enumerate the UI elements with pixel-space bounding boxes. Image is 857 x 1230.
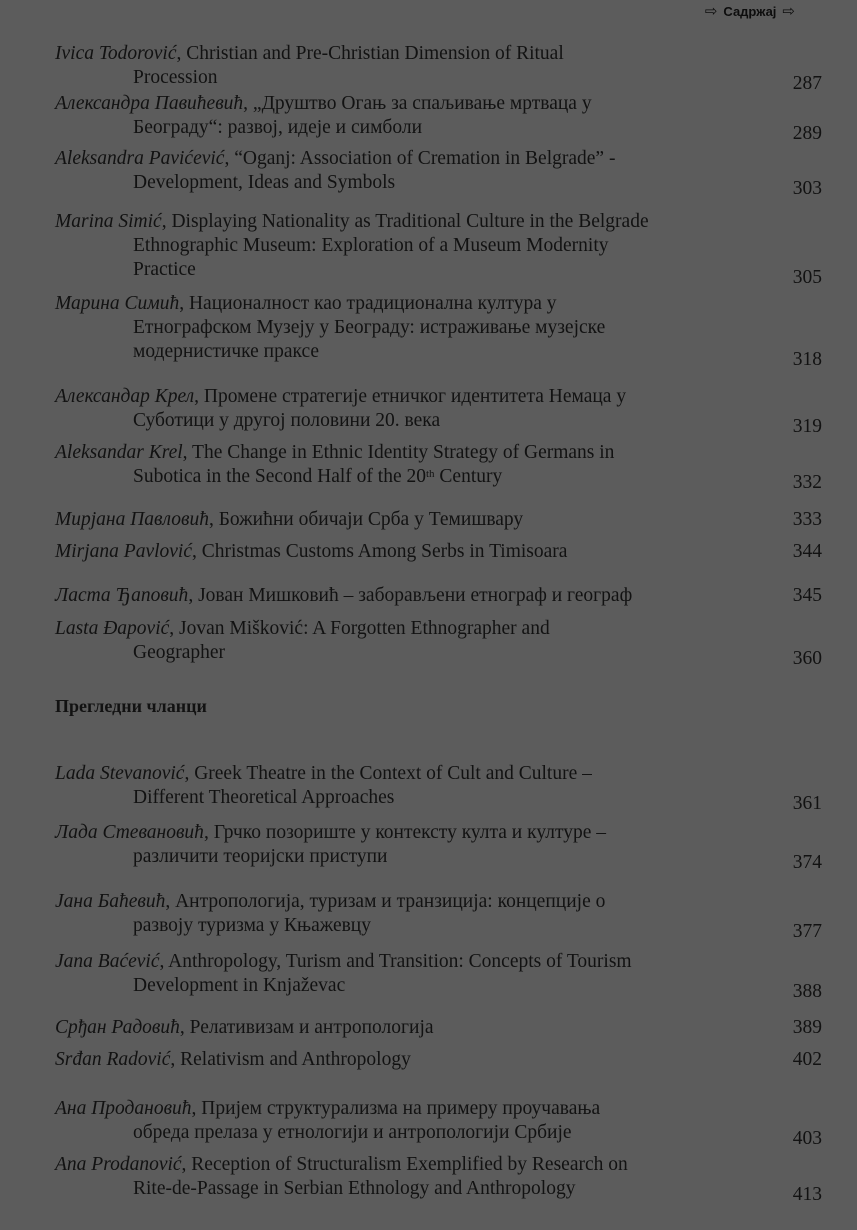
toc-entry — [55, 1048, 745, 1072]
entry-title-text: Different Theoretical Approaches — [133, 787, 395, 808]
entry-title: , Relativism and Anthropology — [170, 1049, 411, 1070]
toc-entry — [55, 617, 745, 665]
entry-author: Lada Stevanović — [55, 763, 185, 784]
toc-entry — [55, 441, 745, 489]
entry-page-number: 318 — [792, 349, 822, 370]
entry-author: Јана Баћевић — [55, 891, 166, 912]
entry-author: Aleksandar Krel — [55, 442, 183, 463]
entry-title-text: Century — [434, 466, 503, 487]
toc-entry — [55, 584, 745, 608]
entry-title-continued — [55, 316, 745, 340]
contents-link[interactable]: Садржај — [723, 3, 777, 19]
entry-title: , Greek Theatre in the Context of Cult and Culture – — [184, 763, 592, 784]
entry-title: , Божићни обичаји Срба у Темишвару — [208, 509, 524, 530]
entry-author: Ласта Ђаповић — [55, 585, 189, 606]
entry-title-continued — [55, 641, 745, 665]
entry-page-number: 287 — [792, 73, 822, 94]
entry-title-text: Београду“: развој, идеје и симболи — [133, 117, 423, 138]
toc-entry — [55, 1153, 745, 1201]
entry-title-continued — [55, 786, 745, 810]
entry-page-number: 403 — [792, 1128, 822, 1149]
entry-title: , “Oganj: Association of Cremation in Belgrade” - — [224, 148, 616, 169]
entry-title-text: Ethnographic Museum: Exploration of a Museum Modernity — [133, 235, 609, 256]
left-arrow-icon[interactable]: ⇨ — [704, 3, 718, 20]
right-arrow-icon[interactable]: ⇨ — [782, 3, 795, 20]
toc-entry — [55, 950, 745, 998]
entry-author: Srđan Radović — [55, 1049, 171, 1070]
toc-entry — [55, 42, 745, 90]
entry-first-line — [55, 1153, 745, 1177]
entry-title: , Пријем структурализма на примеру проучавања — [191, 1098, 601, 1119]
entry-author: Ana Prodanović — [55, 1154, 182, 1175]
entry-author: Lasta Đapović — [55, 618, 170, 639]
entry-first-line — [55, 540, 745, 564]
entry-page-number: 374 — [792, 852, 822, 873]
entry-page-number: 344 — [792, 541, 822, 562]
entry-first-line — [55, 950, 745, 974]
entry-title-continued — [55, 171, 745, 195]
toc-entry — [55, 1016, 745, 1040]
entry-page-number: 333 — [792, 509, 822, 530]
entry-title-continued — [55, 409, 745, 433]
entry-author: Jana Baćević — [55, 951, 160, 972]
entry-first-line — [55, 147, 745, 171]
entry-page-number: 332 — [792, 472, 822, 493]
entry-first-line — [55, 890, 745, 914]
toc-entry — [55, 1097, 745, 1145]
toc-entry — [55, 762, 745, 810]
entry-title-continued — [55, 1121, 745, 1145]
entry-title: , Displaying Nationality as Traditional Culture in the Belgrade — [161, 211, 649, 232]
entry-author: Лада Стевановић — [55, 822, 204, 843]
toc-entry — [55, 508, 745, 532]
entry-first-line — [55, 762, 745, 786]
toc-entry — [55, 540, 745, 564]
entry-title: , Националност као традиционална култура у — [179, 293, 557, 314]
entry-title-continued — [55, 234, 745, 258]
entry-first-line — [55, 508, 745, 532]
entry-title-continued — [55, 974, 745, 998]
entry-first-line — [55, 1016, 745, 1040]
entry-author: Mirjana Pavlović — [55, 541, 193, 562]
entry-page-number: 402 — [792, 1049, 822, 1070]
entry-title-text: обреда прелаза у етнологији и антропологији Србије — [133, 1122, 572, 1143]
entry-author: Aleksandra Pavićević — [55, 148, 225, 169]
toc-entry — [55, 890, 745, 938]
entry-author: Ана Продановић — [55, 1098, 192, 1119]
entry-title: , Jovan Mišković: A Forgotten Ethnographer and — [169, 618, 550, 639]
entry-page-number: 388 — [792, 981, 822, 1002]
entry-first-line — [55, 1097, 745, 1121]
entry-first-line — [55, 42, 745, 66]
entry-author: Александар Крел — [55, 386, 195, 407]
entry-title-text: Суботици у другој половини 20. века — [133, 410, 441, 431]
entry-author: Мирјана Павловић — [55, 509, 209, 530]
entry-title-continued: модернистичке праксе — [133, 341, 320, 362]
entry-author: Ivica Todorović — [55, 43, 177, 64]
toc-entry — [55, 147, 745, 195]
entry-first-line — [55, 210, 745, 234]
toc-entry — [55, 385, 745, 433]
entry-page-number: 413 — [792, 1184, 822, 1205]
entry-title-continued — [55, 845, 745, 869]
entry-title: , Јован Мишковић – заборављени етнограф и географ — [188, 585, 633, 606]
entry-first-line — [55, 1048, 745, 1072]
entry-author: Марина Симић — [55, 293, 180, 314]
entry-title: , „Друштво Огањ за спаљивање мртваца у — [243, 93, 592, 114]
entry-title: , Christmas Customs Among Serbs in Timisoara — [192, 541, 568, 562]
entry-author: Александра Павићевић — [55, 93, 244, 114]
entry-page-number: 303 — [792, 178, 822, 199]
toc-entry — [55, 210, 745, 282]
entry-first-line — [55, 821, 745, 845]
entry-title-continued — [55, 465, 745, 489]
entry-title: , Reception of Structuralism Exemplified by Research on — [181, 1154, 628, 1175]
entry-first-line — [55, 385, 745, 409]
entry-title: , Christian and Pre-Christian Dimension of Ritual — [176, 43, 564, 64]
entry-title-text: Етнографском Музеју у Београду: истраживање музејске — [133, 317, 606, 338]
toc-entry — [55, 92, 745, 140]
entry-first-line — [55, 92, 745, 116]
entry-first-line — [55, 617, 745, 641]
entry-title-text: Geographer — [133, 642, 226, 663]
entry-first-line — [55, 292, 745, 316]
section-heading: Прегледни чланци — [55, 696, 207, 716]
entry-title-text: Procession — [133, 67, 218, 88]
entry-page-number: 319 — [792, 416, 822, 437]
entry-first-line — [55, 441, 745, 465]
entry-first-line — [55, 584, 745, 608]
entry-page-number: 360 — [792, 648, 822, 669]
entry-title: , The Change in Ethnic Identity Strategy of Germans in — [182, 442, 615, 463]
entry-title-continued: Practice — [133, 259, 196, 280]
entry-author: Срђан Радовић — [55, 1017, 180, 1038]
entry-page-number: 361 — [792, 793, 822, 814]
entry-title: , Промене стратегије етничког идентитета Немаца у — [194, 386, 627, 407]
entry-title-continued — [55, 1177, 745, 1201]
entry-title-continued — [55, 914, 745, 938]
entry-title-continued — [55, 66, 745, 90]
entry-page-number: 305 — [792, 267, 822, 288]
entry-page-number: 345 — [792, 585, 822, 606]
toc-navigation — [705, 2, 795, 20]
entry-title-continued — [55, 116, 745, 140]
entry-page-number: 377 — [792, 921, 822, 942]
entry-title: , Anthropology, Turism and Transition: Concepts of Tourism — [159, 951, 632, 972]
entry-title-text: Rite-de-Passage in Serbian Ethnology and Anthropology — [133, 1178, 576, 1199]
toc-entry — [55, 292, 745, 364]
entry-superscript: th — [425, 468, 435, 480]
entry-title: , Антропологија, туризам и транзиција: концепције о — [165, 891, 606, 912]
entry-title-text: различити теоријски приступи — [133, 846, 388, 867]
toc-entry — [55, 821, 745, 869]
entry-page-number: 389 — [792, 1017, 822, 1038]
entry-title: , Релативизам и антропологија — [179, 1017, 434, 1038]
entry-title-text: развоју туризма у Књажевцу — [133, 915, 371, 936]
entry-title-text: Subotica in the Second Half of the 20 — [133, 466, 426, 487]
entry-author: Marina Simić — [55, 211, 162, 232]
entry-title-text: Development, Ideas and Symbols — [133, 172, 396, 193]
entry-title-text: Development in Knjaževac — [133, 975, 346, 996]
entry-page-number: 289 — [792, 123, 822, 144]
entry-title: , Грчко позориште у контексту култа и културе – — [203, 822, 606, 843]
